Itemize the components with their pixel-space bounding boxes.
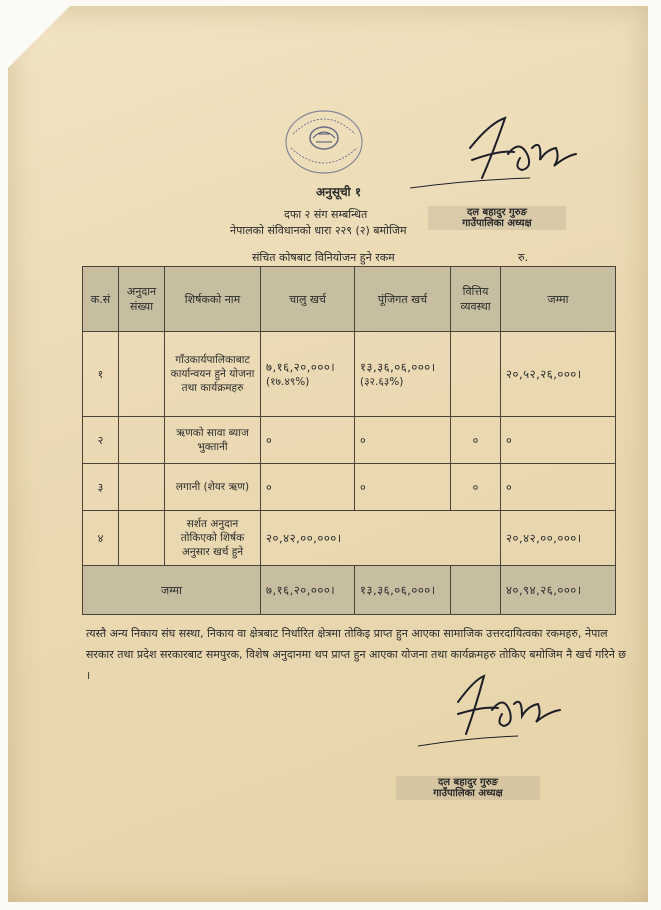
table-row [83, 332, 616, 417]
cell-capital: ० [355, 464, 451, 511]
current-amount: ७,१६,२०,०००। [266, 359, 336, 374]
cell-title: गाँउकार्यपालिकाबाट कार्यान्वयन हुने योजना तथा कार्यक्रमहरु [165, 332, 261, 417]
stamp-name: दल बहादुर गुरुङ [437, 777, 499, 788]
cell-current: ० [261, 417, 355, 464]
cell-sn: २ [83, 417, 119, 464]
capital-percent: (३२.६३%) [360, 375, 404, 388]
cell-total: २०,५२,२६,०००। [501, 332, 616, 417]
col-current: चालु खर्च [261, 267, 355, 332]
capital-amount: १३,३६,०६,०००। [360, 359, 436, 374]
cell-current: ० [261, 464, 355, 511]
cell-capital: ० [355, 417, 451, 464]
section-reference: दफा २ संग सम्बन्धित [284, 208, 368, 221]
total-current: ७,१६,२०,०००। [261, 566, 355, 615]
total-capital: १३,३६,०६,०००। [355, 566, 451, 615]
col-financial: वित्तिय व्यवस्था [451, 267, 501, 332]
cell-total: २०,४२,००,०००। [501, 511, 616, 566]
cell-sn: ४ [83, 511, 119, 566]
cell-conditional-grant: २०,४२,००,०००। [261, 511, 501, 566]
col-sn: क.सं [83, 267, 119, 332]
cell-sn: ३ [83, 464, 119, 511]
cell-title: सर्शत अनुदान तोकिएको शिर्षक अनुसार खर्च हुने [165, 511, 261, 566]
table-total-row [83, 566, 616, 615]
cell-grant-no [119, 464, 165, 511]
appropriation-heading: संचित कोषबाट विनियोजन हुने रकम [252, 251, 395, 264]
total-financial [451, 566, 501, 615]
col-grant-no: अनुदान संख्या [119, 267, 165, 332]
table-row [83, 417, 616, 464]
col-title: शिर्षकको नाम [165, 267, 261, 332]
stamp-title: गाउँपालिका अध्यक्ष [433, 788, 503, 799]
cell-grant-no [119, 332, 165, 417]
cell-financial [451, 332, 501, 417]
total-grand: ४०,९४,२६,०००। [501, 566, 616, 615]
cell-financial: ० [451, 464, 501, 511]
current-percent: (१७.४९%) [266, 375, 310, 388]
appropriation-table [82, 266, 616, 615]
cell-grant-no [119, 417, 165, 464]
cell-financial: ० [451, 417, 501, 464]
chairperson-stamp-bottom [396, 776, 540, 800]
col-total: जम्मा [501, 267, 616, 332]
table-header-row [83, 267, 616, 332]
stamp-name: दल बहादुर गुरुङ [466, 207, 528, 218]
table-row [83, 511, 616, 566]
cell-capital [355, 332, 451, 417]
col-capital: पूंजिगत खर्च [355, 267, 451, 332]
constitution-reference: नेपालको संविधानको धारा २२९ (२) बमोजिम [230, 224, 407, 237]
total-label: जम्मा [83, 566, 261, 615]
cell-total: ० [501, 417, 616, 464]
table-row [83, 464, 616, 511]
currency-label: रु. [518, 251, 529, 264]
cell-title: लगानी (शेयर ऋण) [165, 464, 261, 511]
footnote-paragraph: त्यस्तै अन्य निकाय संघ सस्था, निकाय वा क्षेत्रबाट निर्धारित क्षेत्रमा तोकिइ प्राप्त हुन आएका सामाजिक उत्तरदायित्वका रकमहरु, नेपाल सरकार तथा प्रदेश सरकारबाट समपुरक, विशेष अनुदानमा थप प्राप्त हुन आएका योजना तथा कार्यक्रमहरु तोकिए बमोजिम नै खर्च गरिने छ । [86, 627, 627, 682]
office-seal [283, 108, 365, 176]
signature-bottom [418, 672, 568, 752]
schedule-heading: अनुसूची १ [316, 185, 362, 199]
cell-current [261, 332, 355, 417]
cell-total: ० [501, 464, 616, 511]
cell-grant-no [119, 511, 165, 566]
cell-sn: १ [83, 332, 119, 417]
stamp-title: गाउँपालिका अध्यक्ष [462, 218, 532, 229]
cell-title: ऋणको सावा ब्याज भुक्तानी [165, 417, 261, 464]
